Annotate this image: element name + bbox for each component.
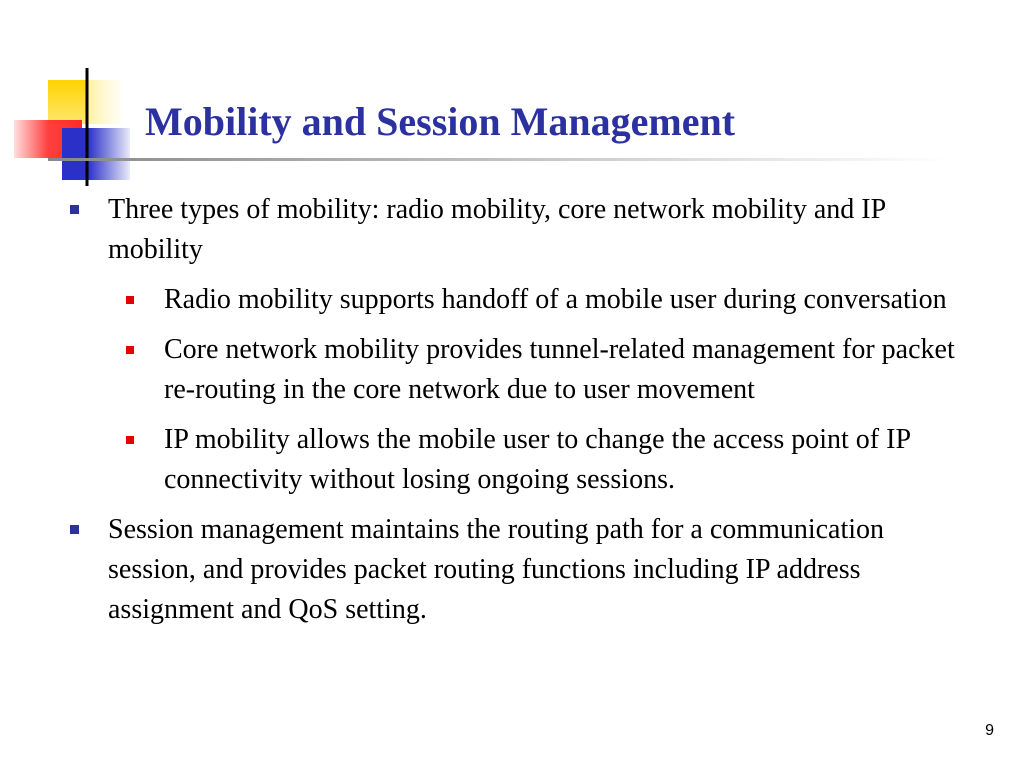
logo-blue-fade <box>88 128 130 180</box>
page-number: 9 <box>985 722 994 739</box>
logo-yellow-fade <box>88 80 122 124</box>
slide-title: Mobility and Session Management <box>145 99 736 144</box>
sub-bullet-text: Radio mobility supports handoff of a mobile user during conversation <box>164 284 947 315</box>
square-bullet-icon <box>70 525 79 534</box>
bullet-text: Three types of mobility: radio mobility, core network mobility and IP mobility <box>108 194 886 265</box>
sub-bullet-text: IP mobility allows the mobile user to change the access point of IP connectivity without losing ongoing sessions. <box>164 424 910 495</box>
decorative-logo <box>0 0 150 200</box>
title-underline <box>48 158 948 161</box>
bullet-text: Session management maintains the routing path for a communication session, and provides packet routing functions including IP address assignment and QoS setting. <box>108 514 885 625</box>
square-bullet-icon <box>126 436 134 444</box>
sub-bullet-item <box>70 420 960 500</box>
square-bullet-icon <box>126 346 134 354</box>
sub-bullet-text: Core network mobility provides tunnel-related management for packet re-routing in the core network due to user movement <box>164 334 955 405</box>
square-bullet-icon <box>126 296 134 304</box>
square-bullet-icon <box>70 205 79 214</box>
slide-body <box>70 190 960 630</box>
bullet-item <box>70 510 960 630</box>
sub-bullet-item <box>70 330 960 410</box>
logo-blue-square <box>62 128 88 180</box>
bullet-item <box>70 190 960 270</box>
logo-yellow-square <box>48 80 88 124</box>
sub-bullet-item <box>70 280 960 320</box>
